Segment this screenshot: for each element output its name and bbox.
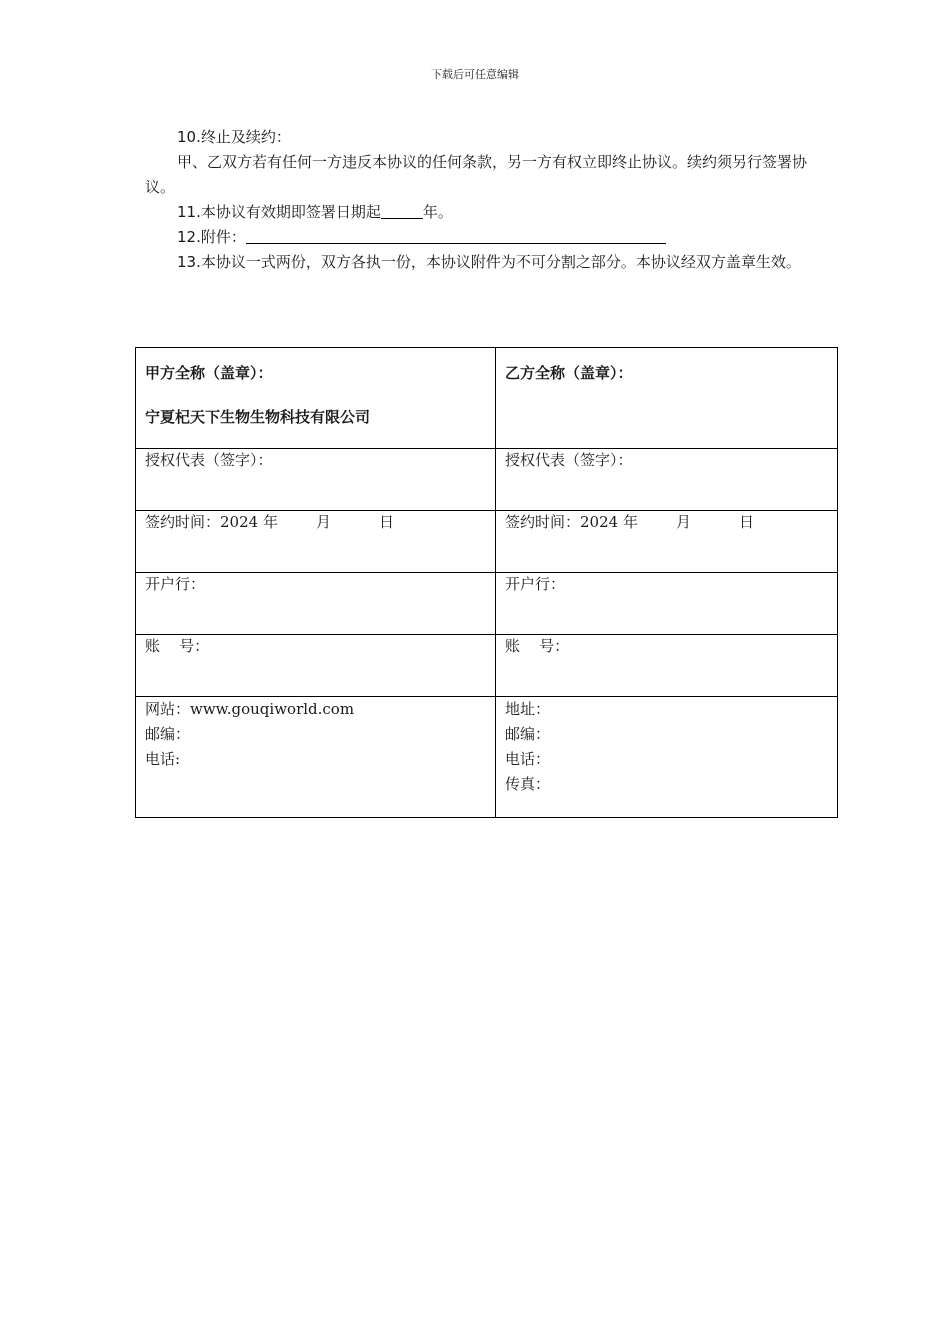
term-years-blank[interactable] [381,202,423,219]
clause-13: 13.本协议一式两份，双方各执一份，本协议附件为不可分割之部分。本协议经双方盖章生效。 [177,253,801,271]
signing-date-row [136,511,838,573]
clause-11-suffix: 年。 [422,203,453,221]
bank-row [136,573,838,635]
party-a-phone: 电话: [145,750,181,768]
clause-10-title: 10.终止及续约： [177,128,291,146]
party-a-website: 网站：www.gouqiworld.com [145,700,355,718]
party-b-representative: 授权代表（签字）： [496,449,838,511]
party-b-label: 乙方全称（盖章）： [505,364,633,382]
party-b-contact [496,697,838,818]
attachment-blank[interactable] [246,227,666,244]
party-a-contact [136,697,496,818]
party-a-label: 甲方全称（盖章）： [145,364,273,382]
clause-10-body: 甲、乙双方若有任何一方违反本协议的任何条款，另一方有权立即终止协议。续约须另行签署协议。 [145,153,808,196]
clause-11-prefix: 11.本协议有效期即签署日期起 [177,203,381,221]
party-a-name: 宁夏杞天下生物生物科技有限公司 [145,408,371,426]
contact-row [136,697,838,818]
representative-row [136,449,838,511]
contract-clauses [145,125,815,275]
party-a-cell [136,348,496,449]
party-a-representative: 授权代表（签字）： [136,449,496,511]
clause-11 [145,200,815,225]
signature-table [135,347,838,818]
party-a-postcode: 邮编： [145,725,191,743]
account-row [136,635,838,697]
party-b-cell [496,348,838,449]
party-b-account: 账 号： [496,635,838,697]
party-b-postcode: 邮编： [505,725,551,743]
party-b-phone: 电话： [505,750,551,768]
clause-12-prefix: 12.附件： [177,228,246,246]
party-b-signing-date: 签约时间：2024 年 月 日 [496,511,838,573]
clause-12 [145,225,815,250]
party-b-fax: 传真： [505,775,551,793]
party-a-signing-date: 签约时间：2024 年 月 日 [136,511,496,573]
party-a-account: 账 号： [136,635,496,697]
party-b-bank: 开户行： [496,573,838,635]
party-name-row [136,348,838,449]
party-a-bank: 开户行： [136,573,496,635]
page-header: 下载后可任意编辑 [431,68,519,81]
party-b-address: 地址： [505,700,551,718]
